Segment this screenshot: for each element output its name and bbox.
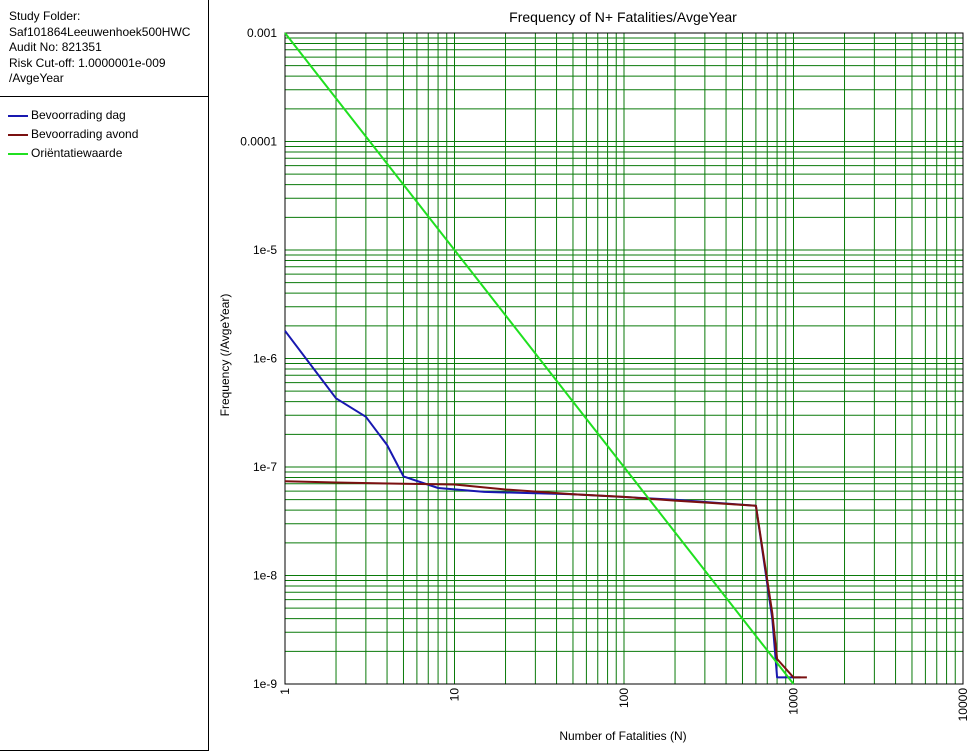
y-tick-label: 1e-5: [252, 243, 277, 257]
y-axis-label: Frequency (/AvgeYear): [218, 293, 232, 417]
y-tick-label: 0.001: [246, 26, 277, 40]
y-tick-label: 1e-6: [252, 351, 277, 366]
legend-label: Bevoorrading dag: [31, 108, 126, 122]
risk-cutoff: Risk Cut-off: 1.0000001e-009: [9, 55, 166, 70]
study-folder-name: Saf101864Leeuwenhoek500HWC: [9, 24, 191, 39]
x-tick-label: 1: [278, 688, 292, 695]
x-tick-label: 1000: [786, 688, 801, 715]
audit-number: Audit No: 821351: [9, 40, 102, 54]
y-tick-label: 1e-7: [252, 460, 277, 474]
x-tick-label: 10000: [956, 688, 970, 722]
legend-label: Oriëntatiewaarde: [31, 146, 123, 160]
study-folder-label: Study Folder:: [9, 9, 81, 23]
y-tick-label: 0.0001: [240, 134, 277, 149]
y-tick-label: 1e-8: [252, 568, 277, 583]
chart-title: Frequency of N+ Fatalities/AvgeYear: [509, 9, 737, 25]
chart-background: [209, 0, 979, 752]
risk-cutoff-unit: /AvgeYear: [9, 71, 64, 85]
x-tick-label: 100: [617, 688, 631, 709]
y-tick-label: 1e-9: [252, 677, 277, 691]
x-tick-label: 10: [447, 688, 462, 702]
x-axis-label: Number of Fatalities (N): [559, 729, 687, 743]
legend-label: Bevoorrading avond: [31, 127, 139, 141]
